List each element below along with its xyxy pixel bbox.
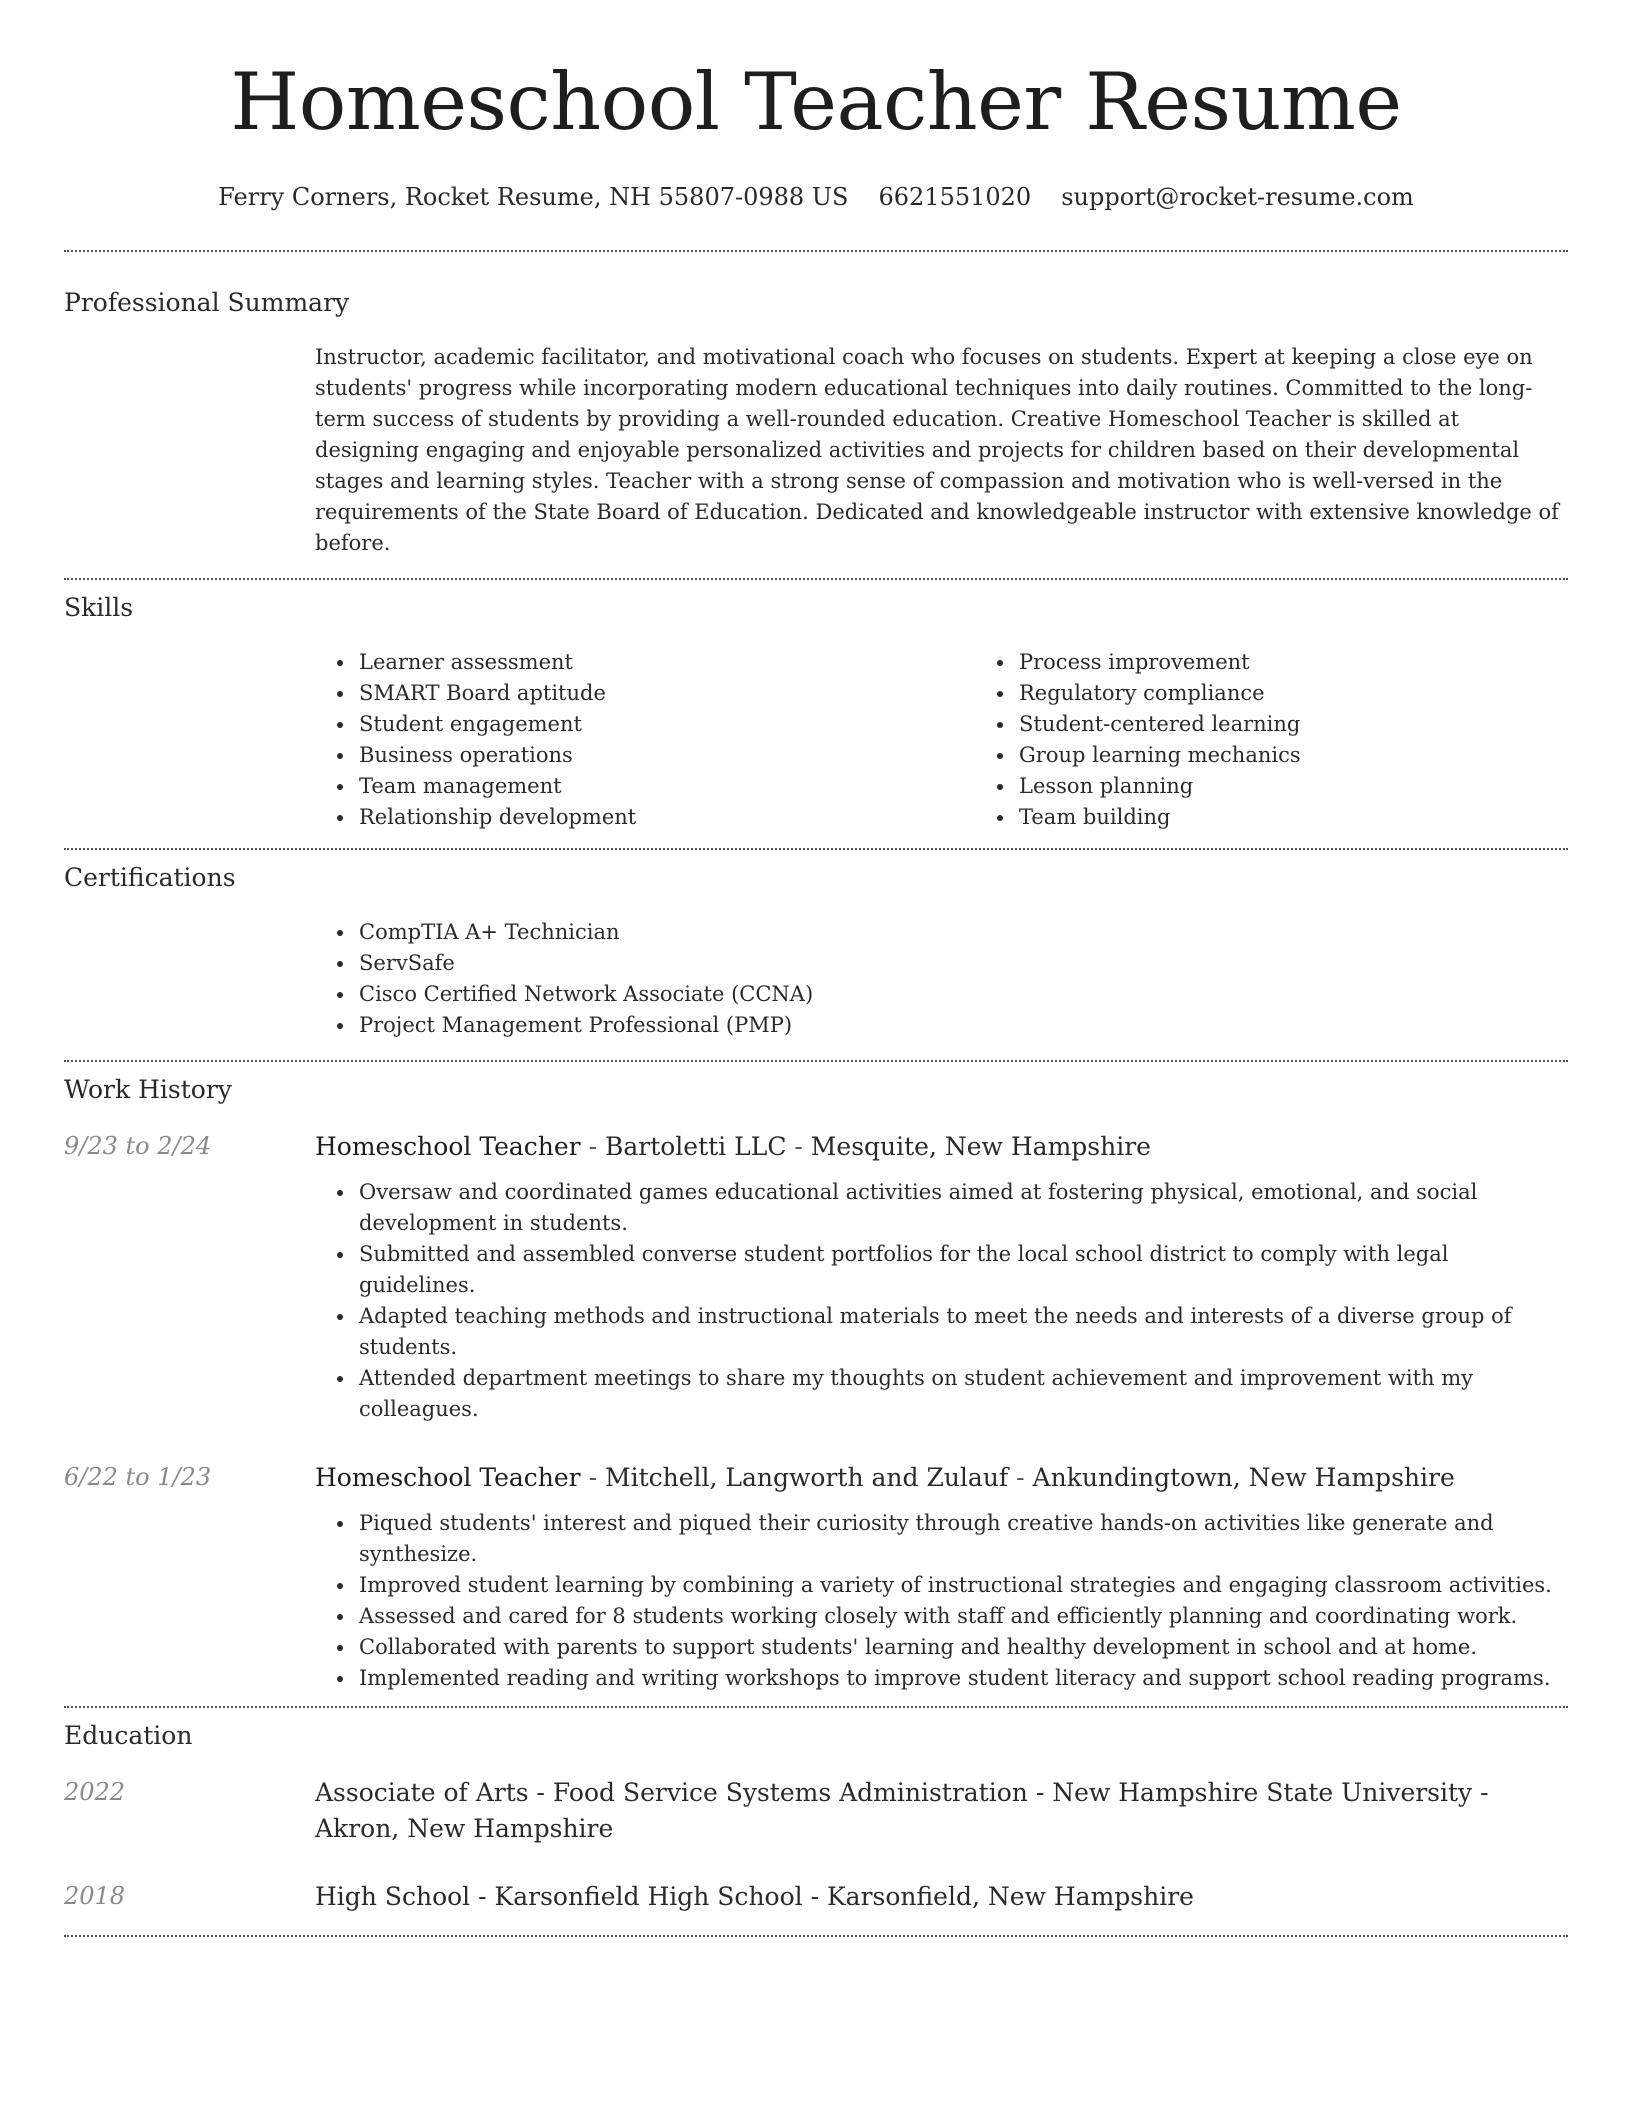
list-item: Submitted and assembled converse student portfolios for the local school district to comply with legal guidelines.	[359, 1239, 1568, 1301]
job-company: Bartoletti LLC	[604, 1132, 787, 1161]
list-item: Improved student learning by combining a variety of instructional strategies and engaging classroom activities.	[359, 1570, 1568, 1601]
skills-heading: Skills	[64, 593, 134, 622]
summary-heading: Professional Summary	[64, 288, 350, 317]
education-location: Karsonfield, New Hampshire	[826, 1882, 1194, 1911]
job-title: Homeschool Teacher - Bartoletti LLC - Mesquite, New Hampshire	[315, 1132, 1151, 1161]
list-item: Business operations	[359, 740, 975, 771]
job-dates: 9/23 to 2/24	[64, 1132, 212, 1160]
education-school: New Hampshire State University	[1052, 1778, 1473, 1807]
job-company: Mitchell, Langworth and Zulauf	[604, 1463, 1009, 1492]
list-item: Student-centered learning	[1019, 709, 1632, 740]
work-section	[64, 1062, 1568, 1694]
job-title: Homeschool Teacher - Mitchell, Langworth and Zulauf - Ankundingtown, New Hampshire	[315, 1463, 1455, 1492]
education-section	[64, 1708, 1568, 1915]
education-location: Akron, New Hampshire	[315, 1814, 614, 1843]
list-item: Regulatory compliance	[1019, 678, 1632, 709]
job-role: Homeschool Teacher	[315, 1132, 581, 1161]
education-divider	[64, 1935, 1568, 1937]
list-item: Lesson planning	[1019, 771, 1632, 802]
certifications-list	[315, 917, 1568, 1041]
job-entry	[64, 1129, 1568, 1425]
education-year: 2018	[64, 1882, 126, 1910]
list-item: Team management	[359, 771, 975, 802]
list-item: ServSafe	[359, 948, 1568, 979]
list-item: Project Management Professional (PMP)	[359, 1010, 1568, 1041]
job-location: Ankundingtown, New Hampshire	[1032, 1463, 1455, 1492]
education-degree: Associate of Arts - Food Service Systems Administration	[315, 1778, 1028, 1807]
skills-list-right	[975, 647, 1632, 833]
contact-address: Ferry Corners, Rocket Resume, NH 55807-0988 US	[218, 183, 849, 211]
job-dates: 6/22 to 1/23	[64, 1463, 212, 1491]
education-heading: Education	[64, 1721, 193, 1750]
job-bullets	[315, 1177, 1568, 1425]
list-item: Adapted teaching methods and instructional materials to meet the needs and interests of a diverse group of students.	[359, 1301, 1568, 1363]
job-entry	[64, 1460, 1568, 1694]
list-item: Cisco Certified Network Associate (CCNA)	[359, 979, 1568, 1010]
resume-title: Homeschool Teacher Resume	[230, 56, 1402, 148]
list-item: CompTIA A+ Technician	[359, 917, 1568, 948]
education-title: High School - Karsonfield High School - Karsonfield, New Hampshire	[315, 1882, 1194, 1911]
work-heading: Work History	[64, 1075, 232, 1104]
certifications-heading: Certifications	[64, 863, 236, 892]
list-item: Learner assessment	[359, 647, 975, 678]
list-item: Relationship development	[359, 802, 975, 833]
contact-phone: 6621551020	[878, 183, 1032, 211]
education-school: Karsonfield High School	[494, 1882, 803, 1911]
list-item: Group learning mechanics	[1019, 740, 1632, 771]
job-role: Homeschool Teacher	[315, 1463, 581, 1492]
education-title: Associate of Arts - Food Service Systems Administration - New Hampshire State University - Akron, New Hampshire	[315, 1778, 1489, 1843]
contact-line	[64, 180, 1568, 214]
summary-section	[64, 252, 1568, 559]
list-item: Assessed and cared for 8 students working closely with staff and efficiently planning and coordinating work.	[359, 1601, 1568, 1632]
list-item: Process improvement	[1019, 647, 1632, 678]
list-item: SMART Board aptitude	[359, 678, 975, 709]
education-year: 2022	[64, 1778, 126, 1806]
list-item: Collaborated with parents to support students' learning and healthy development in school and at home.	[359, 1632, 1568, 1663]
job-bullets	[315, 1508, 1568, 1694]
list-item: Attended department meetings to share my thoughts on student achievement and improvement with my colleagues.	[359, 1363, 1568, 1425]
contact-email: support@rocket-resume.com	[1061, 183, 1414, 211]
list-item: Piqued students' interest and piqued their curiosity through creative hands-on activities like generate and synthesize.	[359, 1508, 1568, 1570]
summary-text: Instructor, academic facilitator, and motivational coach who focuses on students. Expert at keeping a close eye on students' progress while incorporating modern educational techniques into daily routines. Committed to the long-term success of students by providing a well-rounded education. Creative Homeschool Teacher is skilled at designing engaging and enjoyable personalized activities and projects for children based on their developmental stages and learning styles. Teacher with a strong sense of compassion and motivation who is well-versed in the requirements of the State Board of Education. Dedicated and knowledgeable instructor with extensive knowledge of before.	[315, 345, 1559, 555]
education-entry	[64, 1775, 1568, 1847]
list-item: Team building	[1019, 802, 1632, 833]
list-item: Oversaw and coordinated games educational activities aimed at fostering physical, emotional, and social development in students.	[359, 1177, 1568, 1239]
list-item: Implemented reading and writing workshops to improve student literacy and support school reading programs.	[359, 1663, 1568, 1694]
job-location: Mesquite, New Hampshire	[810, 1132, 1151, 1161]
education-entry	[64, 1879, 1568, 1915]
skills-section	[64, 580, 1568, 833]
certifications-section	[64, 850, 1568, 1041]
education-degree: High School	[315, 1882, 471, 1911]
list-item: Student engagement	[359, 709, 975, 740]
skills-list-left	[315, 647, 975, 833]
